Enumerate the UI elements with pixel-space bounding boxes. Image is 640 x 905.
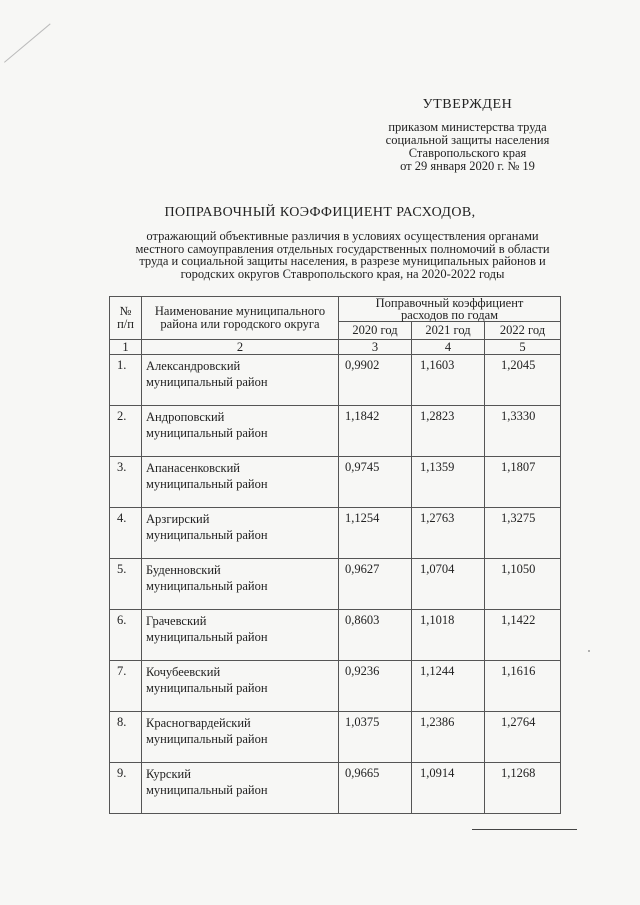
subtitle-line: местного самоуправления отдельных государственных полномочий в области — [135, 241, 550, 256]
district-name — [142, 457, 339, 508]
district-name — [142, 406, 339, 457]
row-number: 9. — [110, 763, 142, 814]
header-year-2021: 2021 год — [412, 322, 485, 340]
district-name-line-1: Курский — [146, 767, 191, 781]
table-row — [110, 406, 561, 457]
coefficient-table — [109, 296, 561, 814]
value-2021: 1,2386 — [412, 712, 485, 763]
approval-stamp-block — [360, 98, 575, 173]
value-2022: 1,2045 — [485, 355, 561, 406]
district-name — [142, 559, 339, 610]
subtitle-line: городских округов Ставропольского края, на 2020-2022 годы — [180, 266, 505, 281]
table-row — [110, 712, 561, 763]
header-name — [142, 297, 339, 340]
district-name — [142, 712, 339, 763]
value-2021: 1,1018 — [412, 610, 485, 661]
value-2022: 1,3330 — [485, 406, 561, 457]
header-group-line-1: Поправочный коэффициент — [375, 296, 524, 310]
district-name-line-2: муниципальный район — [146, 732, 268, 746]
district-name-line-2: муниципальный район — [146, 477, 268, 491]
column-number: 5 — [485, 340, 561, 355]
scan-speck — [588, 650, 590, 652]
value-2021: 1,1359 — [412, 457, 485, 508]
district-name-line-1: Андроповский — [146, 410, 225, 424]
document-title: ПОПРАВОЧНЫЙ КОЭФФИЦИЕНТ РАСХОДОВ, — [164, 205, 476, 220]
column-number: 4 — [412, 340, 485, 355]
district-name — [142, 610, 339, 661]
value-2022: 1,3275 — [485, 508, 561, 559]
district-name — [142, 355, 339, 406]
district-name — [142, 661, 339, 712]
value-2020: 0,9745 — [339, 457, 412, 508]
district-name-line-1: Кочубеевский — [146, 665, 221, 679]
header-year-2022: 2022 год — [485, 322, 561, 340]
header-number-line-2: п/п — [117, 317, 134, 331]
district-name-line-1: Красногвардейский — [146, 716, 251, 730]
table-row — [110, 508, 561, 559]
district-name-line-1: Арзгирский — [146, 512, 210, 526]
district-name-line-1: Александровский — [146, 359, 241, 373]
value-2022: 1,1807 — [485, 457, 561, 508]
district-name-line-2: муниципальный район — [146, 426, 268, 440]
value-2020: 0,9665 — [339, 763, 412, 814]
subtitle-line: отражающий объективные различия в условиях осуществления органами — [146, 229, 539, 243]
row-number: 3. — [110, 457, 142, 508]
row-number: 4. — [110, 508, 142, 559]
district-name-line-1: Буденновский — [146, 563, 221, 577]
value-2022: 1,1268 — [485, 763, 561, 814]
table-row — [110, 763, 561, 814]
header-name-line-2: района или городского округа — [160, 317, 320, 331]
value-2020: 1,1842 — [339, 406, 412, 457]
value-2022: 1,2764 — [485, 712, 561, 763]
row-number: 1. — [110, 355, 142, 406]
value-2020: 0,9236 — [339, 661, 412, 712]
value-2022: 1,1422 — [485, 610, 561, 661]
header-number — [110, 297, 142, 340]
table-body — [110, 355, 561, 814]
header-name-line-1: Наименование муниципального — [154, 304, 326, 318]
value-2021: 1,2823 — [412, 406, 485, 457]
row-number: 7. — [110, 661, 142, 712]
column-number: 3 — [339, 340, 412, 355]
district-name-line-2: муниципальный район — [146, 783, 268, 797]
approval-line-4: от 29 января 2020 г. № 19 — [400, 159, 535, 173]
value-2022: 1,1050 — [485, 559, 561, 610]
district-name-line-2: муниципальный район — [146, 681, 268, 695]
header-number-line-1: № — [119, 304, 132, 318]
value-2022: 1,1616 — [485, 661, 561, 712]
value-2021: 1,1244 — [412, 661, 485, 712]
approval-title: УТВЕРЖДЕН — [422, 97, 513, 112]
district-name-line-2: муниципальный район — [146, 375, 268, 389]
approval-line-2: социальной защиты населения — [385, 133, 550, 147]
row-number: 6. — [110, 610, 142, 661]
district-name-line-1: Апанасенковский — [146, 461, 240, 475]
district-name — [142, 763, 339, 814]
table-row — [110, 610, 561, 661]
subtitle-line: труда и социальной защиты населения, в разрезе муниципальных районов и — [139, 254, 546, 268]
header-group-line-2: расходов по годам — [400, 308, 499, 322]
table-row — [110, 355, 561, 406]
column-number-row — [110, 340, 561, 355]
scan-mark — [4, 23, 51, 62]
signature-line — [472, 829, 577, 830]
column-number: 2 — [142, 340, 339, 355]
column-number: 1 — [110, 340, 142, 355]
value-2021: 1,2763 — [412, 508, 485, 559]
value-2020: 1,1254 — [339, 508, 412, 559]
header-year-2020: 2020 год — [339, 322, 412, 340]
district-name-line-2: муниципальный район — [146, 579, 268, 593]
value-2021: 1,0914 — [412, 763, 485, 814]
table-row — [110, 661, 561, 712]
row-number: 5. — [110, 559, 142, 610]
value-2021: 1,0704 — [412, 559, 485, 610]
value-2020: 1,0375 — [339, 712, 412, 763]
district-name-line-2: муниципальный район — [146, 630, 268, 644]
row-number: 2. — [110, 406, 142, 457]
district-name-line-1: Грачевский — [146, 614, 207, 628]
value-2020: 0,9902 — [339, 355, 412, 406]
value-2020: 0,8603 — [339, 610, 412, 661]
district-name — [142, 508, 339, 559]
approval-line-3: Ставропольского края — [408, 146, 527, 160]
row-number: 8. — [110, 712, 142, 763]
district-name-line-2: муниципальный район — [146, 528, 268, 542]
header-coefficient-group — [339, 297, 561, 322]
value-2020: 0,9627 — [339, 559, 412, 610]
document-subtitle — [110, 230, 575, 280]
table-row — [110, 559, 561, 610]
table-row — [110, 457, 561, 508]
value-2021: 1,1603 — [412, 355, 485, 406]
approval-line-1: приказом министерства труда — [388, 120, 547, 134]
